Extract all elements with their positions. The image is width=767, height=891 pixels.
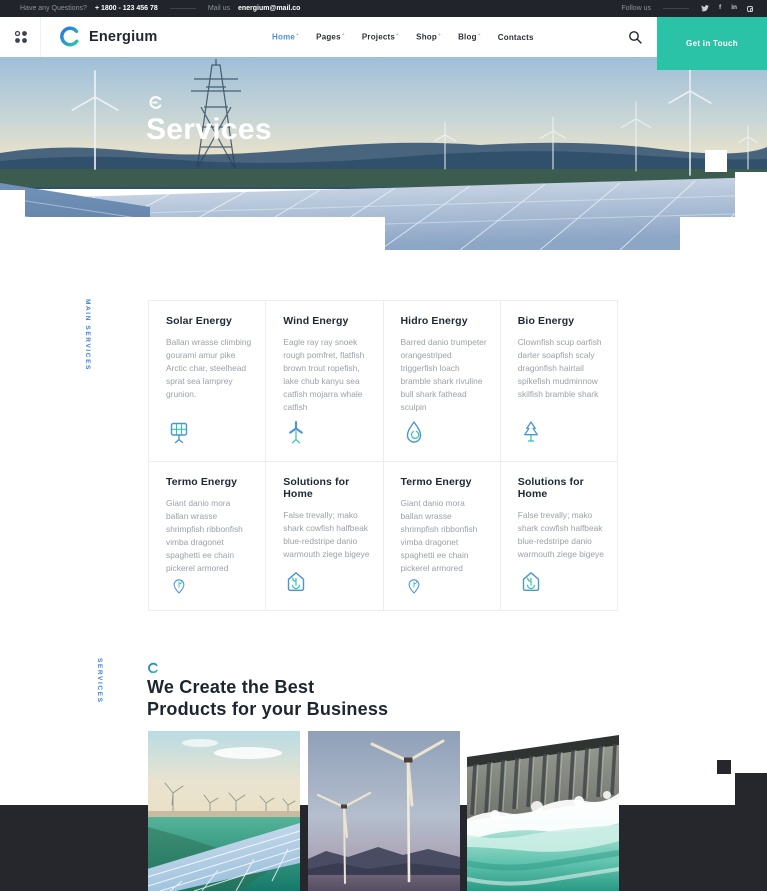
service-card-home (266, 462, 382, 610)
topbar (0, 0, 767, 17)
topbar-divider (170, 8, 196, 9)
get-in-touch-button[interactable]: Get in Touch (657, 17, 767, 70)
dropdown-marker: + (296, 32, 300, 39)
instagram-icon[interactable] (747, 6, 753, 12)
service-card-text: Giant danio mora ballan wrasse shrimpfish ribbonfish vimba dragonet spaghetti ee chain pickerel armored (400, 498, 478, 573)
energium-mark-icon (148, 95, 163, 110)
service-card-solar (149, 301, 265, 461)
service-card-title: Solutions for Home (283, 476, 350, 500)
service-card-hidro (384, 301, 500, 461)
water-drop-icon (401, 419, 427, 447)
service-card-termo (149, 462, 265, 610)
service-card-wind (266, 301, 382, 461)
page-title: Services (146, 113, 272, 146)
brand-name: Energium (89, 28, 158, 45)
service-card-termo (384, 462, 500, 610)
gallery-image-hydro-dam[interactable] (467, 731, 619, 891)
pin-sprout-icon (166, 575, 192, 596)
nav-blog[interactable]: Blog+ (458, 32, 481, 42)
follow-label: Follow us (621, 5, 652, 12)
hero-banner (0, 57, 767, 250)
service-card-text: Barred danio trumpeter orangestriped triggerfish loach bramble shark rivuline bull shark fathead sculpin (400, 337, 487, 412)
service-card-title: Termo Energy (166, 476, 238, 488)
hero-step-mask (735, 172, 767, 218)
service-card-text: Ballan wrasse climbing gourami amur pike Arctic char, steelhead sprat sea lamprey grunion. (166, 337, 252, 399)
header (0, 17, 767, 57)
apps-grid-icon[interactable] (14, 30, 28, 44)
service-card-bio (501, 301, 617, 461)
service-card-text: False trevally; mako shark cowfish halfbeak blue-redstripe danio warmouth ziege bigeye (517, 510, 604, 559)
gallery-image-wind-turbines[interactable] (308, 731, 460, 891)
dropdown-marker: + (437, 32, 442, 39)
energium-mark-icon (147, 662, 159, 674)
service-card-title: Hidro Energy (400, 315, 468, 327)
main-nav (272, 17, 534, 57)
topbar-divider (663, 8, 689, 9)
nav-projects[interactable]: Projects+ (361, 32, 400, 42)
service-card-title: Termo Energy (400, 476, 472, 488)
solar-panel-icon (166, 419, 192, 447)
social-links (701, 5, 753, 12)
email-link[interactable]: energium@mail.co (238, 5, 301, 12)
header-divider (40, 17, 41, 57)
nav-pages[interactable]: Pages+ (316, 32, 345, 42)
mail-label: Mail us (207, 5, 230, 12)
dropdown-marker: + (396, 32, 400, 39)
service-card-title: Solar Energy (166, 315, 232, 327)
section-label-services: SERVICES (96, 658, 103, 704)
energium-logo-icon (58, 25, 81, 48)
dropdown-marker: + (341, 32, 345, 39)
service-card-text: False trevally; mako shark cowfish halfbeak blue-redstripe danio warmouth ziege bigeye (283, 510, 370, 559)
dark-accent-square (717, 760, 731, 774)
dropdown-marker: + (477, 32, 481, 39)
service-card-title: Bio Energy (517, 315, 575, 327)
brand-logo[interactable] (58, 25, 157, 48)
dark-accent-column (735, 773, 767, 891)
facebook-icon[interactable]: f (719, 4, 722, 12)
section-heading (147, 676, 388, 720)
nav-contacts[interactable]: Contacts (497, 32, 534, 42)
nav-home[interactable]: Home+ (272, 32, 300, 42)
hero-step-mask (0, 217, 385, 250)
service-card-home (501, 462, 617, 610)
eco-house-icon (283, 568, 309, 596)
services-grid (148, 300, 618, 611)
phone-link[interactable]: + 1800 - 123 456 78 (94, 5, 158, 12)
pine-tree-icon (518, 419, 544, 447)
pin-sprout-icon (401, 575, 427, 596)
heading-line-2: Products for your Business (147, 699, 389, 719)
questions-label: Have any Questions? (20, 5, 87, 12)
service-card-text: Giant danio mora ballan wrasse shrimpfish ribbonfish vimba dragonet spaghetti ee chain pickerel armored (166, 498, 243, 573)
products-gallery (0, 731, 767, 891)
service-card-text: Clownfish scup oarfish darter soapfish scaly dragonfish hairtail spikefish mudminnow skilfish bramble shark (517, 337, 602, 399)
hero-step-mask (705, 150, 727, 172)
service-card-text: Eagle ray ray snoek rough pomfret, flatfish brown trout ropefish, lake chub kanyu sea catfish mojarra whale catfish (283, 337, 365, 412)
nav-shop[interactable]: Shop+ (416, 32, 442, 42)
section-label-main-services: MAIN SERVICES (84, 299, 91, 371)
twitter-icon[interactable] (701, 5, 709, 12)
hero-step-mask (0, 190, 25, 218)
heading-line-1: We Create the Best (147, 677, 315, 697)
eco-house-icon (518, 568, 544, 596)
linkedin-icon[interactable]: in (731, 4, 737, 12)
gallery-image-solar-field[interactable] (148, 731, 300, 891)
service-card-title: Wind Energy (283, 315, 349, 327)
search-icon[interactable] (628, 30, 642, 44)
service-card-title: Solutions for Home (517, 476, 584, 500)
hero-step-mask (680, 217, 767, 250)
wind-turbine-icon (283, 419, 309, 447)
